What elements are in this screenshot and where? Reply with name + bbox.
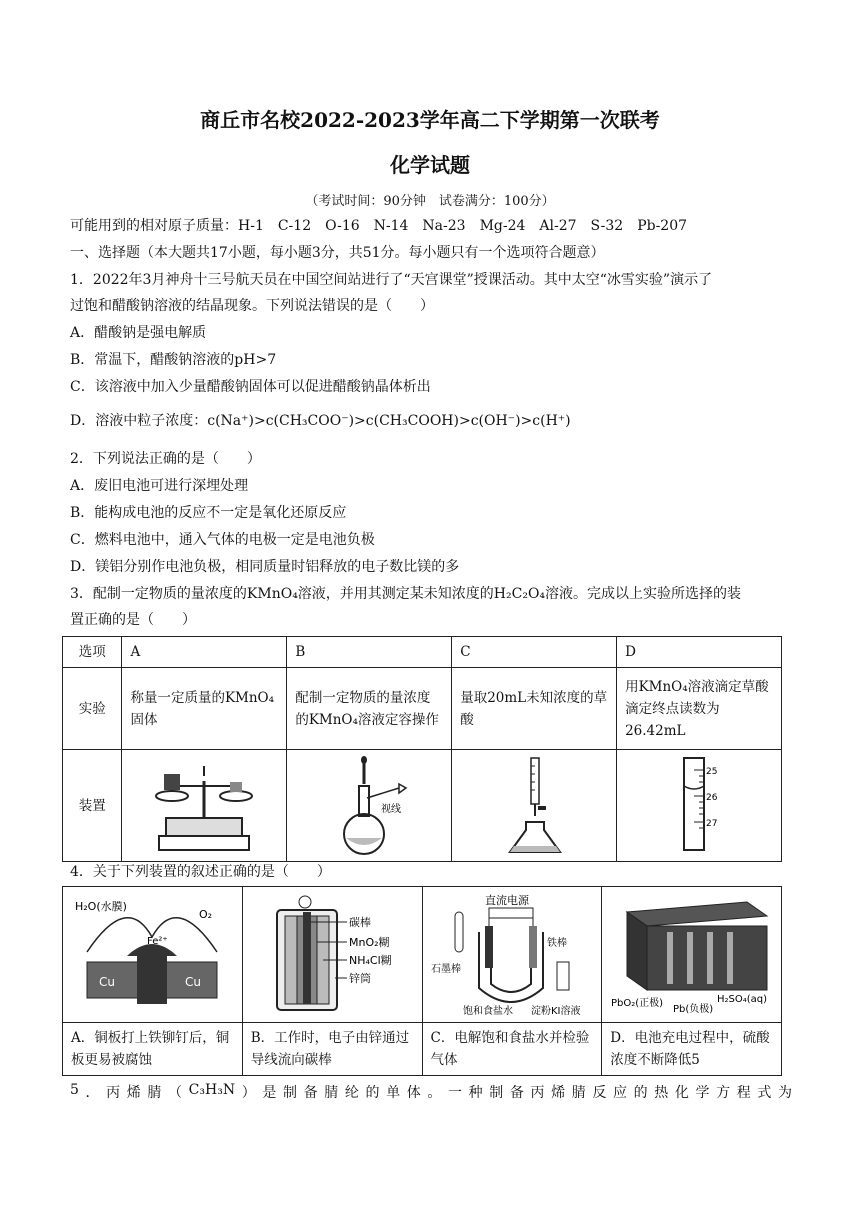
q5-char: 腈 bbox=[571, 1085, 586, 1101]
q5-char: 制 bbox=[282, 1085, 297, 1101]
apparatus-d bbox=[617, 750, 782, 862]
sight-line-label: 视线 bbox=[381, 803, 402, 815]
header-c: C bbox=[452, 637, 617, 668]
q2-option-c: C．燃料电池中，通入气体的电极一定是电池负极 bbox=[70, 532, 375, 548]
row-label-apparatus: 装置 bbox=[63, 750, 122, 862]
row-label-experiment: 实验 bbox=[63, 668, 122, 750]
row-label-option: 选项 bbox=[63, 637, 122, 668]
q5-char: 学 bbox=[695, 1085, 710, 1101]
q4-option-b: B．工作时，电子由锌通过导线流向碳棒 bbox=[242, 1023, 422, 1076]
exam-title: 商丘市名校2022-2023学年高二下学期第一次联考 bbox=[200, 108, 660, 132]
q5-char: （ bbox=[168, 1085, 183, 1101]
label-brine: 饱和食盐水 bbox=[462, 1006, 513, 1017]
q2-stem: 2．下列说法正确的是（ ） bbox=[70, 451, 261, 467]
q4-stem: 4．关于下列装置的叙述正确的是（ ） bbox=[70, 864, 331, 880]
q5-char: 的 bbox=[633, 1085, 648, 1101]
q5-char: ． bbox=[85, 1085, 100, 1101]
q5-char: C₃H₃N bbox=[188, 1082, 236, 1098]
q4-option-row bbox=[63, 1023, 782, 1076]
q1-stem-line2: 过饱和醋酸钠溶液的结晶现象。下列说法错误的是（ ） bbox=[70, 298, 434, 314]
q2-option-a: A．废旧电池可进行深埋处理 bbox=[70, 478, 249, 494]
burette-reading-icon bbox=[639, 756, 759, 856]
q5-char: 程 bbox=[736, 1085, 751, 1101]
q3-table bbox=[62, 636, 782, 862]
q1-option-b: B．常温下，醋酸钠溶液的pH>7 bbox=[70, 352, 277, 368]
q1-stem-line1: 1．2022年3月神舟十三号航天员在中国空间站进行了“天宫课堂”授课活动。其中太空“冰雪实验”演示了 bbox=[70, 272, 713, 288]
q3-stem-line1: 3．配制一定物质的量浓度的KMnO₄溶液，并用其测定某未知浓度的H₂C₂O₄溶液。完成以上实验所选择的装 bbox=[70, 586, 742, 602]
label-ki: 淀粉KI溶液 bbox=[530, 1006, 581, 1017]
q4-table bbox=[62, 886, 782, 1076]
q5-char: 丙 bbox=[530, 1085, 545, 1101]
q5-char: 热 bbox=[654, 1085, 669, 1101]
q5-char: 应 bbox=[612, 1085, 627, 1101]
section-heading: 一、选择题（本大题共17小题，每小题3分，共51分。每小题只有一个选项符合题意） bbox=[70, 245, 605, 261]
experiment-d: 用KMnO₄溶液滴定草酸滴定终点读数为26.42mL bbox=[617, 668, 782, 750]
q5-char: 方 bbox=[716, 1085, 731, 1101]
figure-b bbox=[242, 887, 422, 1023]
tick-25: 25 bbox=[706, 766, 718, 777]
volumetric-flask-icon bbox=[309, 756, 429, 856]
q2-option-b: B．能构成电池的反应不一定是氧化还原反应 bbox=[70, 505, 347, 521]
experiment-c: 量取20mL未知浓度的草酸 bbox=[452, 668, 617, 750]
q2-option-d: D．镁铝分别作电池负极，相同质量时铝释放的电子数比镁的多 bbox=[70, 559, 460, 575]
label-mno2: MnO₂糊 bbox=[349, 936, 390, 949]
q4-figure-row bbox=[63, 887, 782, 1023]
apparatus-c bbox=[452, 750, 617, 862]
q5-char: 备 bbox=[303, 1085, 318, 1101]
q5-char: 体 bbox=[406, 1085, 421, 1101]
header-b: B bbox=[287, 637, 452, 668]
q5-char: 备 bbox=[509, 1085, 524, 1101]
label-cu-right: Cu bbox=[185, 975, 202, 989]
q5-char: 腈 bbox=[147, 1085, 162, 1101]
label-h2so4: H₂SO₄(aq) bbox=[716, 994, 767, 1005]
q5-char: 烯 bbox=[551, 1085, 566, 1101]
header-d: D bbox=[617, 637, 782, 668]
q3-stem-line2: 置正确的是（ ） bbox=[70, 612, 196, 628]
q5-char: 化 bbox=[674, 1085, 689, 1101]
label-carbon-rod: 碳棒 bbox=[349, 916, 372, 929]
q5-char: 是 bbox=[262, 1085, 277, 1101]
q4-option-c: C．电解饱和食盐水并检验气体 bbox=[422, 1023, 602, 1076]
experiment-a: 称量一定质量的KMnO₄固体 bbox=[122, 668, 287, 750]
tick-27: 27 bbox=[706, 818, 718, 829]
figure-a bbox=[63, 887, 243, 1023]
exam-info: （考试时间：90分钟 试卷满分：100分） bbox=[305, 194, 555, 209]
corrosion-rivet-icon bbox=[67, 892, 237, 1017]
label-fe: Fe²⁺ bbox=[147, 936, 169, 947]
q5-char: 丙 bbox=[106, 1085, 121, 1101]
q5-stem bbox=[70, 1082, 792, 1102]
header-a: A bbox=[122, 637, 287, 668]
label-pbo2: PbO₂(正极) bbox=[610, 998, 663, 1009]
q5-char: 。 bbox=[427, 1085, 442, 1101]
q1-option-d: D．溶液中粒子浓度：c(Na⁺)>c(CH₃COO⁻)>c(CH₃COOH)>c(OH⁻)>c(H⁺) bbox=[70, 413, 571, 429]
label-o2: O₂ bbox=[199, 908, 213, 921]
q5-char: 为 bbox=[777, 1085, 792, 1101]
q4-option-a: A．铜板打上铁铆钉后，铜板更易被腐蚀 bbox=[63, 1023, 243, 1076]
label-zinc: 锌筒 bbox=[349, 972, 372, 985]
q3-experiment-row bbox=[63, 668, 782, 750]
q1-option-a: A．醋酸钠是强电解质 bbox=[70, 325, 207, 341]
q5-char: 一 bbox=[447, 1085, 462, 1101]
label-water-film: H₂O(水膜) bbox=[75, 900, 128, 913]
q5-char: 式 bbox=[757, 1085, 772, 1101]
q5-char: 的 bbox=[365, 1085, 380, 1101]
q3-apparatus-row bbox=[63, 750, 782, 862]
q5-char: 纶 bbox=[344, 1085, 359, 1101]
atomic-masses: 可能用到的相对原子质量：H-1 C-12 O-16 N-14 Na-23 Mg-24 Al-27 S-32 Pb-207 bbox=[70, 218, 688, 234]
balance-icon bbox=[144, 756, 264, 856]
q5-char: ） bbox=[241, 1085, 256, 1101]
apparatus-a bbox=[122, 750, 287, 862]
q5-char: 反 bbox=[592, 1085, 607, 1101]
electrolysis-icon bbox=[427, 892, 597, 1017]
q3-header-row bbox=[63, 637, 782, 668]
q1-option-c: C．该溶液中加入少量醋酸钠固体可以促进醋酸钠晶体析出 bbox=[70, 379, 431, 395]
q5-char: 腈 bbox=[324, 1085, 339, 1101]
apparatus-b bbox=[287, 750, 452, 862]
q5-char: 烯 bbox=[126, 1085, 141, 1101]
q5-char: 制 bbox=[489, 1085, 504, 1101]
label-pb: Pb(负极) bbox=[672, 1004, 713, 1015]
q5-char: 种 bbox=[468, 1085, 483, 1101]
label-power: 直流电源 bbox=[484, 894, 529, 907]
q5-char: 单 bbox=[386, 1085, 401, 1101]
label-graphite: 石墨棒 bbox=[430, 964, 461, 975]
exam-subtitle: 化学试题 bbox=[390, 153, 470, 177]
q5-char: 5 bbox=[70, 1082, 79, 1098]
burette-flask-icon bbox=[474, 756, 594, 856]
experiment-b: 配制一定物质的量浓度的KMnO₄溶液定容操作 bbox=[287, 668, 452, 750]
label-nh4cl: NH₄Cl糊 bbox=[349, 954, 392, 967]
lead-acid-battery-icon bbox=[607, 892, 777, 1017]
figure-d bbox=[602, 887, 782, 1023]
figure-c bbox=[422, 887, 602, 1023]
dry-cell-icon bbox=[247, 892, 417, 1017]
label-cu-left: Cu bbox=[99, 975, 116, 989]
q4-option-d: D．电池充电过程中，硫酸浓度不断降低5 bbox=[602, 1023, 782, 1076]
label-iron: 铁棒 bbox=[546, 938, 567, 949]
tick-26: 26 bbox=[706, 792, 718, 803]
